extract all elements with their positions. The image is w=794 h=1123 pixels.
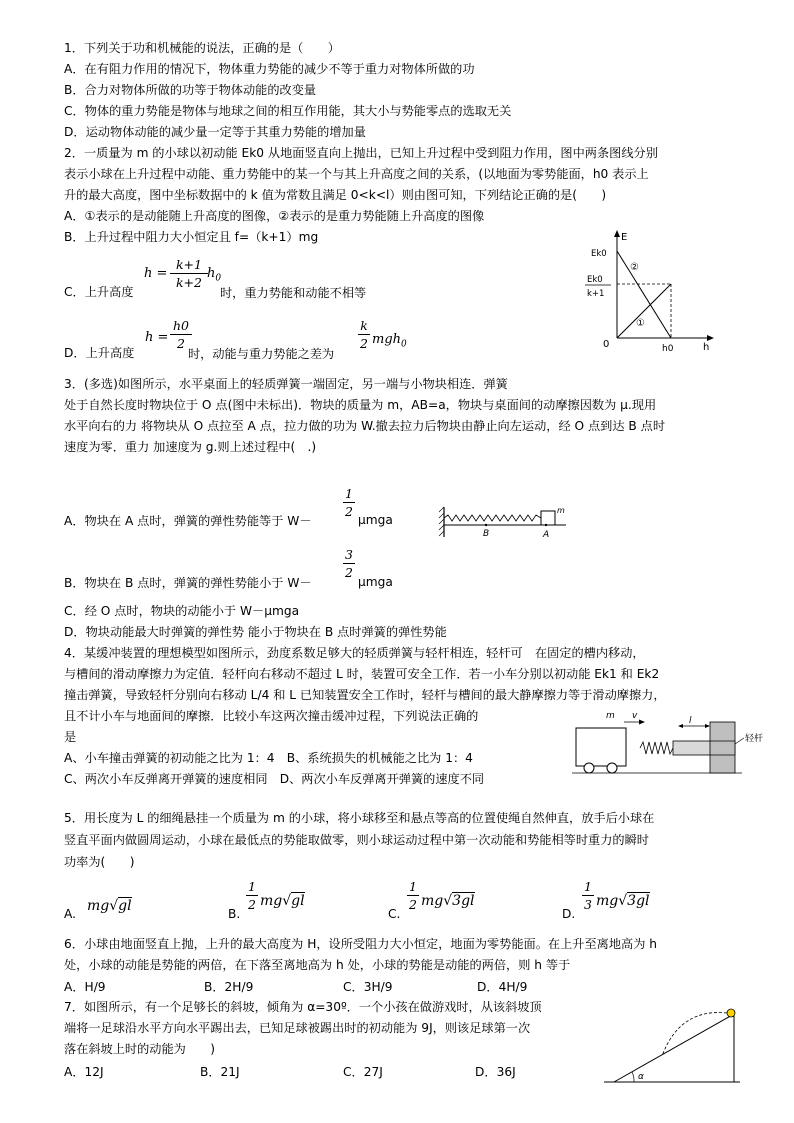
q7-option-a: A．12J — [64, 1065, 104, 1079]
q2-graph-frac-num: Ek0 — [587, 275, 603, 285]
q1-option-b: B．合力对物体所做的功等于物体动能的改变量 — [64, 83, 317, 97]
q3-spring — [444, 515, 541, 521]
q2-option-a: A．①表示的是动能随上升高度的图像，②表示的是重力势能随上升高度的图像 — [64, 209, 485, 223]
q4-label-rod: 轻杆 — [745, 734, 764, 744]
q4-spring — [640, 742, 673, 754]
q4-options-cd: C、两次小车反弹离开弹簧的速度相同 D、两次小车反弹离开弹簧的速度不同 — [64, 772, 485, 786]
q2-graph-label-2: ② — [630, 262, 639, 273]
q2-stem-line1: 2．一质量为 m 的小球以初动能 Ek0 从地面竖直向上抛出，已知上升过程中受到阻力作用，图中两条图线分别 — [64, 146, 658, 160]
q3-wall-hatch — [439, 507, 444, 536]
q2-graph-e-label: E — [621, 232, 628, 243]
q3-option-d: D．物块动能最大时弹簧的弹性势 能小于物块在 B 点时弹簧的弹性势能 — [64, 625, 447, 639]
q4-stem-line2: 与槽间的滑动摩擦力为定值．轻杆向右移动不超过 L 时，装置可安全工作．若一小车分别以初动能 Ek1 和 Ek2 — [64, 667, 660, 681]
q7-label-alpha: α — [638, 1072, 644, 1082]
q5-option-d-expr: mg√3gl — [596, 893, 650, 909]
q4-slot — [710, 722, 735, 773]
q4-buffer-device-figure — [572, 708, 772, 778]
q3-spring-block-figure — [438, 503, 578, 545]
q2-c-fraction — [170, 257, 208, 290]
q4-cart-wheel-right — [607, 763, 617, 773]
q3-stem-line1: 3．(多选)如图所示，水平桌面上的轻质弹簧一端固定，另一端与小物块相连．弹簧 — [64, 377, 508, 391]
q3-a-tail: μmga — [358, 513, 393, 527]
q3-label-m: m — [557, 506, 565, 515]
q4-stem-line1: 4．某缓冲装置的理想模型如图所示，劲度系数足够大的轻质弹簧与轻杆相连，轻杆可 在固定的槽内移动， — [64, 646, 645, 660]
q2-d-k-fraction — [358, 318, 370, 351]
q3-stem-line3: 水平向右的力 将物块从 O 点拉至 A 点，拉力做的功为 W.撤去拉力后物块由静止向左运动，经 O 点到达 B 点时 — [64, 419, 666, 433]
q1-option-a: A．在有阻力作用的情况下，物体重力势能的减少不等于重力对物体所做的功 — [64, 62, 475, 76]
q3-option-a-label: A．物块在 A 点时，弹簧的弹性势能等于 W－ — [64, 514, 312, 528]
q2-c-text: 时，重力势能和动能不相等 — [220, 286, 367, 300]
q3-option-b-label: B．物块在 B 点时，弹簧的弹性势能小于 W－ — [64, 576, 312, 590]
q6-option-a: A．H/9 — [64, 980, 106, 994]
q5-stem-line2: 竖直平面内做圆周运动，小球在最低点的势能取做零，则小球运动过程中第一次动能和势能相等时重力的瞬时 — [64, 833, 649, 847]
q7-option-b: B．21J — [200, 1065, 240, 1079]
q2-stem-line2: 表示小球在上升过程中动能、重力势能中的某一个与其上升高度之间的关系，(以地面为零势能面，h0 表示上 — [64, 167, 649, 181]
q2-c-h: h = — [144, 266, 168, 281]
q2-graph-origin: 0 — [603, 339, 610, 350]
q2-d-mgh0: mgh$_0$ — [372, 332, 407, 350]
q3-b-denominator: 2 — [345, 565, 353, 580]
q3-option-c: C．经 O 点时，物块的动能小于 W－μmga — [64, 604, 300, 618]
q1-option-c: C．物体的重力势能是物体与地球之间的相互作用能，其大小与势能零点的选取无关 — [64, 104, 512, 118]
q2-graph-h0-label: h0 — [662, 344, 674, 354]
q2-c-denominator: k+2 — [175, 275, 202, 290]
q1-option-d: D．运动物体动能的减少量一定等于其重力势能的增加量 — [64, 125, 366, 139]
q6-option-c: C．3H/9 — [343, 980, 393, 994]
q7-angle-arc — [632, 1072, 634, 1082]
q2-option-b: B．上升过程中阻力大小恒定且 f=（k+1）mg — [64, 230, 319, 244]
q5-option-a-expr: mg√gl — [87, 898, 132, 914]
q6-option-d: D．4H/9 — [477, 980, 528, 994]
q4-stem-line4: 且不计小车与地面间的摩擦．比较小车这两次撞击缓冲过程，下列说法正确的 — [64, 709, 479, 723]
q2-graph-line-1 — [617, 284, 671, 338]
q3-a-denominator: 2 — [345, 504, 353, 519]
q2-graph-ek0-label: Ek0 — [591, 249, 607, 259]
q2-energy-height-graph — [575, 226, 725, 354]
q4-label-m: m — [606, 711, 615, 721]
q7-option-c: C．27J — [343, 1065, 383, 1079]
q5-stem-line1: 5．用长度为 L 的细绳悬挂一个质量为 m 的小球，将小球移至和悬点等高的位置使绳自然伸直，放手后小球在 — [64, 811, 655, 825]
q3-stem-line2: 处于自然长度时物块位于 O 点(图中未标出)．物块的质量为 m，AB=a，物块与桌面间的动摩擦因数为 μ.现用 — [64, 398, 657, 412]
q2-graph-label-1: ① — [636, 318, 645, 329]
q2-stem-line3: 升的最大高度，图中坐标数据中的 k 值为常数且满足 0<k<l）则由图可知，下列结论正确的是( ) — [64, 188, 607, 202]
q3-b-tail: μmga — [358, 575, 393, 589]
q2-c-h0: $h_0$ — [207, 266, 222, 284]
q3-a-numerator: 1 — [345, 486, 353, 501]
q2-c-numerator: k+1 — [175, 257, 202, 272]
q3-b-fraction — [343, 547, 355, 580]
q5-stem-line3: 功率为( ) — [64, 855, 135, 869]
q7-option-d: D．36J — [475, 1065, 516, 1079]
q2-d-h: h = — [145, 330, 169, 345]
q5-c-fraction: 1 2 — [407, 879, 419, 912]
q6-stem-line1: 6．小球由地面竖直上抛，上升的最大高度为 H，设所受阻力大小恒定，地面为零势能面。在上升至离地高为 h — [64, 937, 658, 951]
q2-graph-h-label: h — [703, 342, 710, 353]
q2-d-k-denominator: 2 — [360, 336, 368, 351]
q3-label-a: A — [543, 530, 550, 540]
q7-stem-line1: 7．如图所示，有一个足够长的斜坡，倾角为 α=30º．一个小孩在做游戏时，从该斜坡顶 — [64, 1000, 542, 1014]
q2-graph-x-arrow — [707, 335, 714, 341]
q2-d-denominator: 2 — [177, 336, 185, 351]
q1-stem: 1．下列关于功和机械能的说法，正确的是（ ） — [64, 41, 340, 55]
q3-point-b — [485, 524, 487, 526]
q5-option-b-expr: mg√gl — [260, 893, 305, 909]
q7-ball — [727, 1009, 735, 1017]
q4-label-v: v — [632, 711, 638, 721]
q5-option-c-label: C. — [388, 907, 401, 921]
q3-point-a — [545, 524, 547, 526]
q5-d-fraction: 1 3 — [582, 879, 594, 912]
q3-block — [541, 511, 555, 525]
q4-options-ab: A、小车撞击弹簧的初动能之比为 1：4 B、系统损失的机械能之比为 1：4 — [64, 751, 473, 765]
q2-option-d-label: D．上升高度 — [64, 346, 135, 360]
q2-d-k-numerator: k — [360, 318, 368, 333]
q2-graph-y-arrow — [614, 230, 620, 237]
q5-option-c-expr: mg√3gl — [421, 893, 475, 909]
q4-stem-line3: 撞击弹簧，导致轻杆分别向右移动 L/4 和 L 已知装置安全工作时，轻杆与槽间的最大静摩擦力等于滑动摩擦力， — [64, 688, 666, 702]
q5-option-b-label: B. — [228, 907, 241, 921]
q3-b-numerator: 3 — [345, 547, 353, 562]
q4-cart-wheel-left — [584, 763, 594, 773]
q2-d-numerator: h0 — [172, 318, 189, 333]
q3-a-fraction — [343, 486, 355, 519]
q6-stem-line2: 处，小球的动能是势能的两倍，在下落至离地高为 h 处，小球的势能是动能的两倍，则 h 等于 — [64, 958, 571, 972]
q5-b-fraction: 1 2 — [246, 879, 258, 912]
q3-label-b: B — [483, 529, 490, 539]
q7-stem-line2: 端将一足球沿水平方向水平踢出去，已知足球被踢出时的初动能为 9J，则该足球第一次 — [64, 1021, 531, 1035]
q7-slope — [614, 1014, 734, 1082]
q3-stem-line4: 速度为零．重力 加速度为 g.则上述过程中( .) — [64, 440, 317, 454]
q2-graph-frac-den: k+1 — [587, 289, 605, 299]
q5-option-a-label: A. — [64, 907, 76, 921]
q7-incline-figure — [600, 1004, 750, 1088]
q5-option-d-label: D. — [562, 907, 576, 921]
q7-stem-line3: 落在斜坡上时的动能为 ) — [64, 1042, 216, 1056]
q4-stem-line5: 是 — [64, 730, 77, 744]
q2-option-c-label: C．上升高度 — [64, 285, 134, 299]
q6-option-b: B．2H/9 — [204, 980, 254, 994]
q4-cart — [576, 728, 626, 766]
q4-label-l: l — [689, 716, 692, 726]
q2-d-text: 时，动能与重力势能之差为 — [188, 347, 335, 361]
